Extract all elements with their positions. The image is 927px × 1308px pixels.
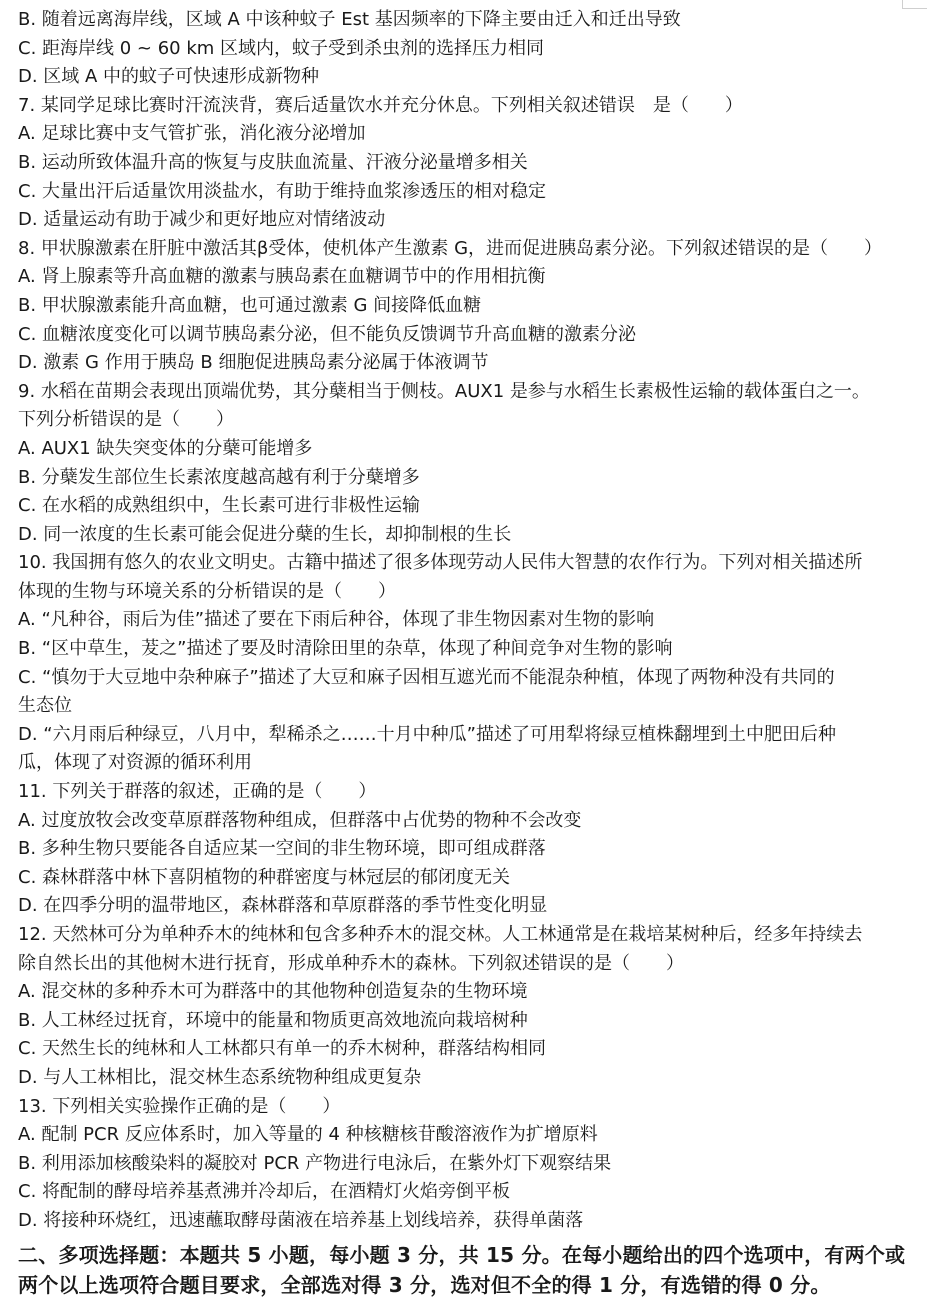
text-line: B. 随着远离海岸线，区域 A 中该种蚊子 Est 基因频率的下降主要由迁入和迁出导致 [18,9,681,30]
text-line: D. “六月雨后种绿豆，八月中，犁稀杀之……十月中种瓜”描述了可用犁将绿豆植株翻埋到土中肥田后种 [18,723,836,745]
text-line: C. “慎勿于大豆地中杂种麻子”描述了大豆和麻子因相互遮光而不能混杂种植，体现了两物种没有共同的 [18,666,835,688]
text-line: D. 激素 G 作用于胰岛 B 细胞促进胰岛素分泌属于体液调节 [18,352,489,374]
text-line: 7. 某同学足球比赛时汗流浃背，赛后适量饮水并充分休息。下列相关叙述错误 是（ ） [18,94,743,116]
text-line: A. 肾上腺素等升高血糖的激素与胰岛素在血糖调节中的作用相抗衡 [18,266,546,288]
text-line: C. 大量出汗后适量饮用淡盐水，有助于维持血浆渗透压的相对稳定 [18,180,547,202]
text-line: 瓜，体现了对资源的循环利用 [18,752,252,774]
text-line: C. 天然生长的纯林和人工林都只有单一的乔木树种，群落结构相同 [18,1038,547,1060]
text-line: 11. 下列关于群落的叙述，正确的是（ ） [18,781,377,803]
text-line: C. 森林群落中林下喜阴植物的种群密度与林冠层的郁闭度无关 [18,866,511,888]
text-line: C. 血糖浓度变化可以调节胰岛素分泌，但不能负反馈调节升高血糖的激素分泌 [18,323,637,345]
text-line: A. 配制 PCR 反应体系时，加入等量的 4 种核糖核苷酸溶液作为扩增原料 [18,1124,598,1146]
text-line: C. 在水稻的成熟组织中，生长素可进行非极性运输 [18,495,421,517]
text-line: 除自然长出的其他树木进行抚育，形成单种乔木的森林。下列叙述错误的是（ ） [18,952,684,974]
section-heading: 二、多项选择题：本题共 5 小题，每小题 3 分，共 15 分。在每小题给出的四个选项中，有两个或两个以上选项符合题目要求，全部选对得 3 分，选对但不全的得 1 分，有选错的得 0 分。 [18,1242,906,1297]
text-line: 8. 甲状腺激素在肝脏中激活其β受体，使机体产生激素 G，进而促进胰岛素分泌。下列叙述错误的是（ ） [18,237,883,259]
text-line: D. 同一浓度的生长素可能会促进分蘖的生长，却抑制根的生长 [18,523,512,545]
text-line: 下列分析错误的是（ ） [18,409,234,431]
text-line: D. 与人工林相比，混交林生态系统物种组成更复杂 [18,1066,422,1088]
text-line: C. 距海岸线 0 ~ 60 km 区域内，蚊子受到杀虫剂的选择压力相同 [18,37,545,59]
text-line: B. “区中草生，茇之”描述了要及时清除田里的杂草，体现了种间竞争对生物的影响 [18,638,673,660]
text-line: 12. 天然林可分为单种乔木的纯林和包含多种乔木的混交林。人工林通常是在栽培某树种后，经多年持续去 [18,924,863,945]
text-line: 体现的生物与环境关系的分析错误的是（ ） [18,580,396,602]
text-line: B. 利用添加核酸染料的凝胶对 PCR 产物进行电泳后，在紫外灯下观察结果 [18,1152,612,1174]
text-line: B. 多种生物只要能各自适应某一空间的非生物环境，即可组成群落 [18,838,546,860]
text-line: 生态位 [18,695,72,717]
text-line: D. 将接种环烧红，迅速蘸取酵母菌液在培养基上划线培养，获得单菌落 [18,1209,584,1231]
text-line: A. 混交林的多种乔木可为群落中的其他物种创造复杂的生物环境 [18,981,528,1003]
text-line: B. 分蘖发生部位生长素浓度越高越有利于分蘖增多 [18,466,420,488]
text-line: 9. 水稻在苗期会表现出顶端优势，其分蘖相当于侧枝。AUX1 是参与水稻生长素极性运输的载体蛋白之一。 [18,380,870,402]
text-line: B. 人工林经过抚育，环境中的能量和物质更高效地流向栽培树种 [18,1009,528,1031]
text-line: A. AUX1 缺失突变体的分蘖可能增多 [18,437,313,459]
text-line: 10. 我国拥有悠久的农业文明史。古籍中描述了很多体现劳动人民伟大智慧的农作行为。下列对相关描述所 [18,552,863,574]
text-line: D. 区域 A 中的蚊子可快速形成新物种 [18,66,320,88]
text-line: A. 过度放牧会改变草原群落物种组成，但群落中占优势的物种不会改变 [18,809,582,831]
text-line: D. 适量运动有助于减少和更好地应对情绪波动 [18,209,386,231]
exam-page [18,6,913,1300]
text-line: C. 将配制的酵母培养基煮沸并冷却后，在酒精灯火焰旁倒平板 [18,1181,511,1203]
question-lines [18,6,913,1236]
text-line: A. “凡种谷，雨后为佳”描述了要在下雨后种谷，体现了非生物因素对生物的影响 [18,609,655,631]
text-line: D. 在四季分明的温带地区，森林群落和草原群落的季节性变化明显 [18,895,548,917]
text-line: A. 足球比赛中支气管扩张，消化液分泌增加 [18,123,366,145]
text-line: B. 运动所致体温升高的恢复与皮肤血流量、汗液分泌量增多相关 [18,151,528,173]
text-line: B. 甲状腺激素能升高血糖，也可通过激素 G 间接降低血糖 [18,294,482,316]
text-line: 13. 下列相关实验操作正确的是（ ） [18,1095,341,1117]
